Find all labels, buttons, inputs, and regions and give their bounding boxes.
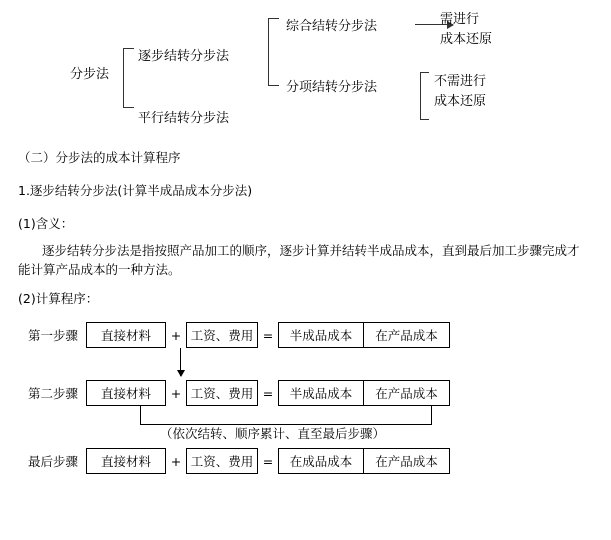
flow-row-2-op-plus: + <box>170 385 182 401</box>
flow-row-3-direct-material: 直接材料 <box>86 448 166 474</box>
tree-root-label: 分步法 <box>70 67 110 82</box>
result-2-brace <box>420 72 429 120</box>
flow-row-2-direct-material: 直接材料 <box>86 380 166 406</box>
flow-row-2-wages-expenses: 工资、费用 <box>186 380 258 406</box>
flow-row-1-op-plus: + <box>170 327 182 343</box>
cost-calculation-flow <box>0 318 611 496</box>
sub-1-title: (1)含义： <box>18 216 74 231</box>
flow-row-1 <box>0 322 450 348</box>
tree-result-1 <box>440 10 520 50</box>
item-1-title: 1.逐步结转分步法(计算半成品成本分步法) <box>18 183 253 198</box>
flow-row-3-wages-expenses: 工资、费用 <box>186 448 258 474</box>
tree-result-2-line2: 成本还原 <box>434 94 487 109</box>
tree-branch-1-label: 逐步结转分步法 <box>138 49 230 64</box>
flow-row-1-label: 第一步骤 <box>27 328 78 343</box>
flow-row-1-op-equals: = <box>262 327 274 343</box>
flow-row-3 <box>0 448 450 474</box>
flow-note-text: （依次结转、顺序累计、直至最后步骤） <box>160 426 386 441</box>
flow-row-3-finished-cost: 在成品成本 <box>278 448 364 474</box>
flow-row-2-semi-finished-cost: 半成品成本 <box>278 380 364 406</box>
flow-row-3-op-plus: + <box>170 453 182 469</box>
flow-row-1-semi-finished-cost: 半成品成本 <box>278 322 364 348</box>
tree-sub-2-label: 分项结转分步法 <box>286 80 378 95</box>
flow-row-1-wages-expenses: 工资、费用 <box>186 322 258 348</box>
flow-connector-arrow-1 <box>180 348 181 376</box>
branch-1-brace <box>268 18 279 86</box>
tree-branch-2-label: 平行结转分步法 <box>138 111 230 126</box>
tree-result-1-line1: 需进行 <box>440 12 480 27</box>
flow-row-1-wip-cost: 在产品成本 <box>364 322 450 348</box>
flow-note-brace <box>140 406 432 425</box>
flow-row-2-wip-cost: 在产品成本 <box>364 380 450 406</box>
tree-result-2-line1: 不需进行 <box>434 74 487 89</box>
flow-row-3-results <box>278 448 450 474</box>
flow-row-2 <box>0 380 450 406</box>
tree-result-2 <box>434 72 524 112</box>
root-brace <box>123 48 134 108</box>
flow-row-2-results <box>278 380 450 406</box>
section-heading: （二）分步法的成本计算程序 <box>18 150 181 165</box>
flow-row-1-results <box>278 322 450 348</box>
tree-sub-1-label: 综合结转分步法 <box>286 19 378 34</box>
flow-row-3-label: 最后步骤 <box>27 454 78 469</box>
flow-row-2-label: 第二步骤 <box>27 386 78 401</box>
flow-row-2-op-equals: = <box>262 385 274 401</box>
sub-1-body: 逐步结转分步法是指按照产品加工的顺序，逐步计算并结转半成品成本，直到最后加工步骤完成才能计算产品成本的一种方法。 <box>18 243 580 277</box>
flow-row-1-direct-material: 直接材料 <box>86 322 166 348</box>
cost-method-tree-diagram <box>0 0 611 148</box>
flow-row-3-op-equals: = <box>262 453 274 469</box>
tree-result-1-line2: 成本还原 <box>440 32 493 47</box>
flow-row-3-wip-cost: 在产品成本 <box>364 448 450 474</box>
sub-2-title: (2)计算程序： <box>18 291 99 306</box>
